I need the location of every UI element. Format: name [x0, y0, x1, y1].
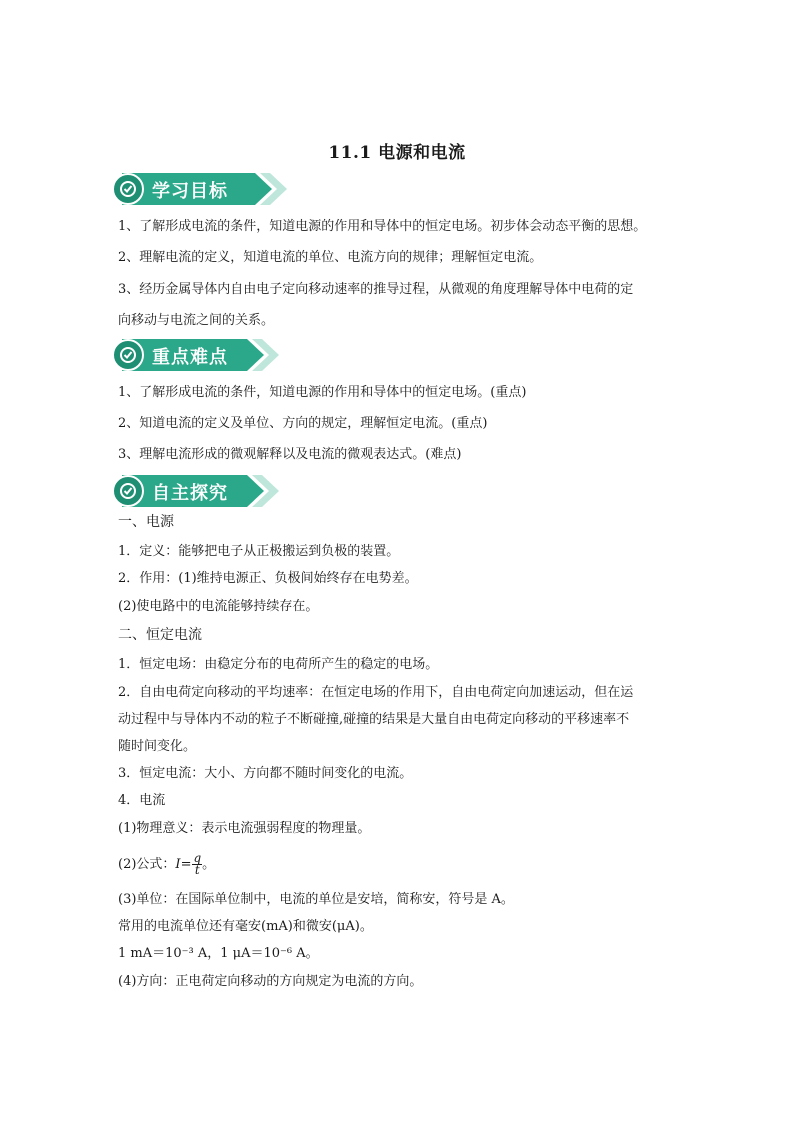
- goal-line: 1、了解形成电流的条件，知道电源的作用和导体中的恒定电场。初步体会动态平衡的思想。: [118, 219, 647, 234]
- paragraph: 动过程中与导体内不动的粒子不断碰撞,碰撞的结果是大量自由电荷定向移动的平移速率不: [118, 712, 630, 727]
- paragraph: 随时间变化。: [118, 739, 197, 754]
- section-banner-keypoints: [112, 339, 287, 371]
- goal-line: 3、经历金属导体内自由电子定向移动速率的推导过程，从微观的角度理解导体中电荷的定: [118, 282, 634, 297]
- page-title: 11.1 电源和电流: [328, 143, 466, 163]
- keypoint-line: 1、了解形成电流的条件，知道电源的作用和导体中的恒定电场。(重点): [118, 385, 527, 400]
- goal-line: 向移动与电流之间的关系。: [118, 313, 275, 328]
- paragraph: (4)方向：正电荷定向移动的方向规定为电流的方向。: [118, 974, 423, 989]
- paragraph: (2)使电路中的电流能够持续存在。: [118, 599, 319, 614]
- keypoint-line: 2、知道电流的定义及单位、方向的规定，理解恒定电流。(重点): [118, 416, 488, 431]
- section-label: 自主探究: [152, 483, 228, 504]
- formula-variable: I: [175, 857, 181, 872]
- paragraph: 1．恒定电场：由稳定分布的电荷所产生的稳定的电场。: [118, 657, 439, 672]
- paragraph: 1 mA＝10⁻³ A，1 μA＝10⁻⁶ A。: [118, 946, 319, 961]
- section-banner-goals: [112, 173, 287, 205]
- formula-line: (2)公式：I= $\frac{q}{t}$ 。: [118, 851, 216, 877]
- paragraph: 4．电流: [118, 793, 166, 808]
- paragraph: 1．定义：能够把电子从正极搬运到负极的装置。: [118, 544, 400, 559]
- paragraph: 2．自由电荷定向移动的平均速率：在恒定电场的作用下，自由电荷定向加速运动，但在运: [118, 685, 634, 700]
- paragraph: 2．作用：(1)维持电源正、负极间始终存在电势差。: [118, 571, 418, 586]
- paragraph: 常用的电流单位还有毫安(mA)和微安(μA)。: [118, 919, 373, 934]
- keypoint-line: 3、理解电流形成的微观解释以及电流的微观表达式。(难点): [118, 447, 462, 462]
- section-label: 学习目标: [152, 181, 228, 202]
- subheading-steady-current: 二、恒定电流: [118, 627, 202, 643]
- subheading-power: 一、电源: [118, 514, 174, 530]
- paragraph: (1)物理意义：表示电流强弱程度的物理量。: [118, 821, 371, 836]
- section-label: 重点难点: [152, 347, 228, 368]
- paragraph: (3)单位：在国际单位制中，电流的单位是安培，简称安，符号是 A。: [118, 892, 514, 907]
- fraction: $\frac{q}{t}$: [193, 851, 202, 877]
- paragraph: 3．恒定电流：大小、方向都不随时间变化的电流。: [118, 766, 413, 781]
- section-banner-explore: [112, 475, 287, 507]
- goal-line: 2、理解电流的定义，知道电流的单位、电流方向的规律；理解恒定电流。: [118, 250, 543, 265]
